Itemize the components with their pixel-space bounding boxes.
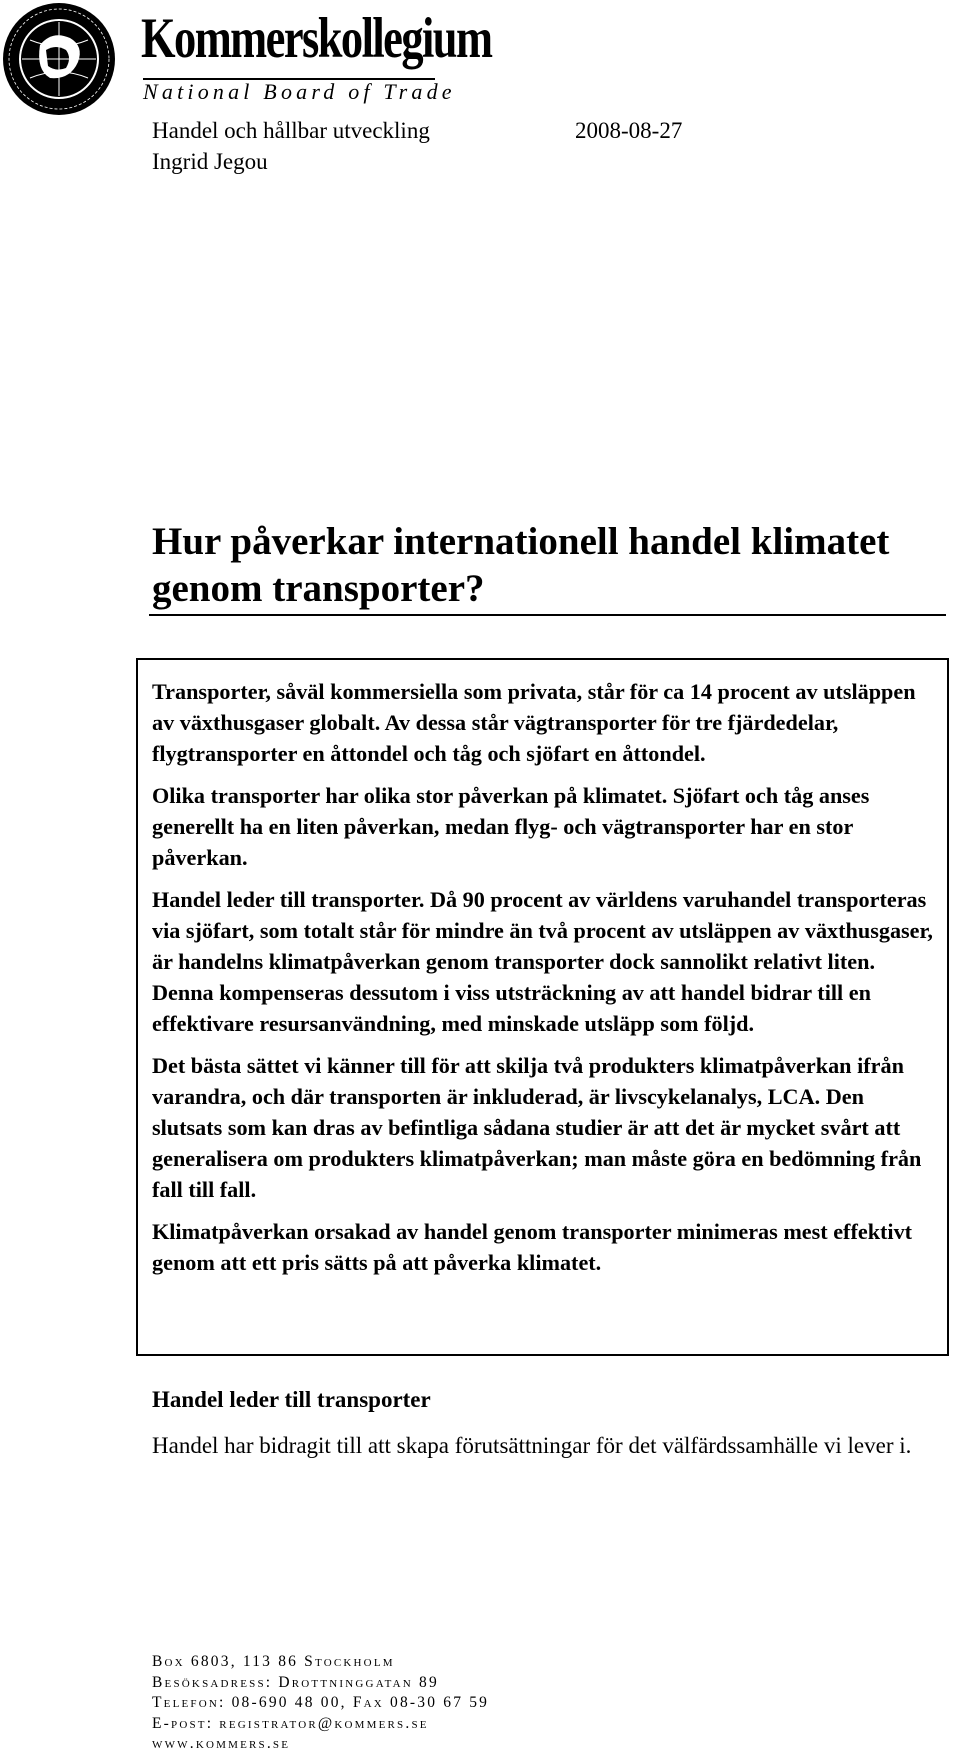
section-body: Handel har bidragit till att skapa förutsättningar för det välfärdssamhälle vi lever i. bbox=[152, 1433, 912, 1458]
footer-address: Box 6803, 113 86 Stockholm bbox=[152, 1653, 395, 1670]
footer-email[interactable]: E-post: registrator@kommers.se bbox=[152, 1714, 429, 1732]
title-underline bbox=[149, 614, 946, 616]
department-label: Handel och hållbar utveckling bbox=[152, 118, 430, 143]
document-date: 2008-08-27 bbox=[575, 118, 683, 143]
footer-visiting-address: Besöksadress: Drottninggatan 89 bbox=[152, 1673, 439, 1691]
summary-paragraph: Handel leder till transporter. Då 90 procent av världens varuhandel transporteras via sjöfart, som totalt står för mindre än två procent av utsläppen av växthusgaser, är handelns klimatpåverkan genom transporter dock sannolikt relativt liten. Denna kompenseras dessutom i viss utsträckning av att handel bidrar till en effektivare resursanvändning, med minskade utsläpp som följd. bbox=[152, 887, 933, 1036]
page-title: Hur påverkar internationell handel klimatet genom transporter? bbox=[152, 520, 890, 610]
footer-phone: Telefon: 08-690 48 00, Fax 08-30 67 59 bbox=[152, 1694, 490, 1711]
section-heading: Handel leder till transporter bbox=[152, 1387, 431, 1412]
kommerskollegium-seal-logo bbox=[0, 0, 118, 118]
logo-wordmark: Kommerskollegium bbox=[141, 7, 492, 70]
summary-paragraph: Olika transporter har olika stor påverkan på klimatet. Sjöfart och tåg anses generellt ha en liten påverkan, medan flyg- och vägtransporter har en stor påverkan. bbox=[152, 783, 870, 870]
summary-content bbox=[152, 676, 937, 1289]
summary-paragraph: Det bästa sättet vi känner till för att skilja två produkters klimatpåverkan ifrån varandra, och där transporten är inkluderad, är livscykelanalys, LCA. Den slutsats som kan dras av befintliga sådana studier är att det är mycket svårt att generalisera om produkters klimatpåverkan; man måste göra en bedömning från fall till fall. bbox=[152, 1053, 922, 1202]
logo-tagline: National Board of Trade bbox=[143, 79, 456, 104]
footer-contact bbox=[152, 1652, 489, 1755]
summary-paragraph: Klimatpåverkan orsakad av handel genom transporter minimeras mest effektivt genom att ett pris sätts på att påverka klimatet. bbox=[152, 1219, 913, 1275]
summary-paragraph: Transporter, såväl kommersiella som privata, står för ca 14 procent av utsläppen av växthusgaser globalt. Av dessa står vägtransporter för tre fjärdedelar, flygtransporter en åttondel och tåg och sjöfart en åttondel. bbox=[152, 679, 916, 766]
author-name: Ingrid Jegou bbox=[152, 149, 268, 174]
footer-website[interactable]: www.kommers.se bbox=[152, 1735, 291, 1752]
